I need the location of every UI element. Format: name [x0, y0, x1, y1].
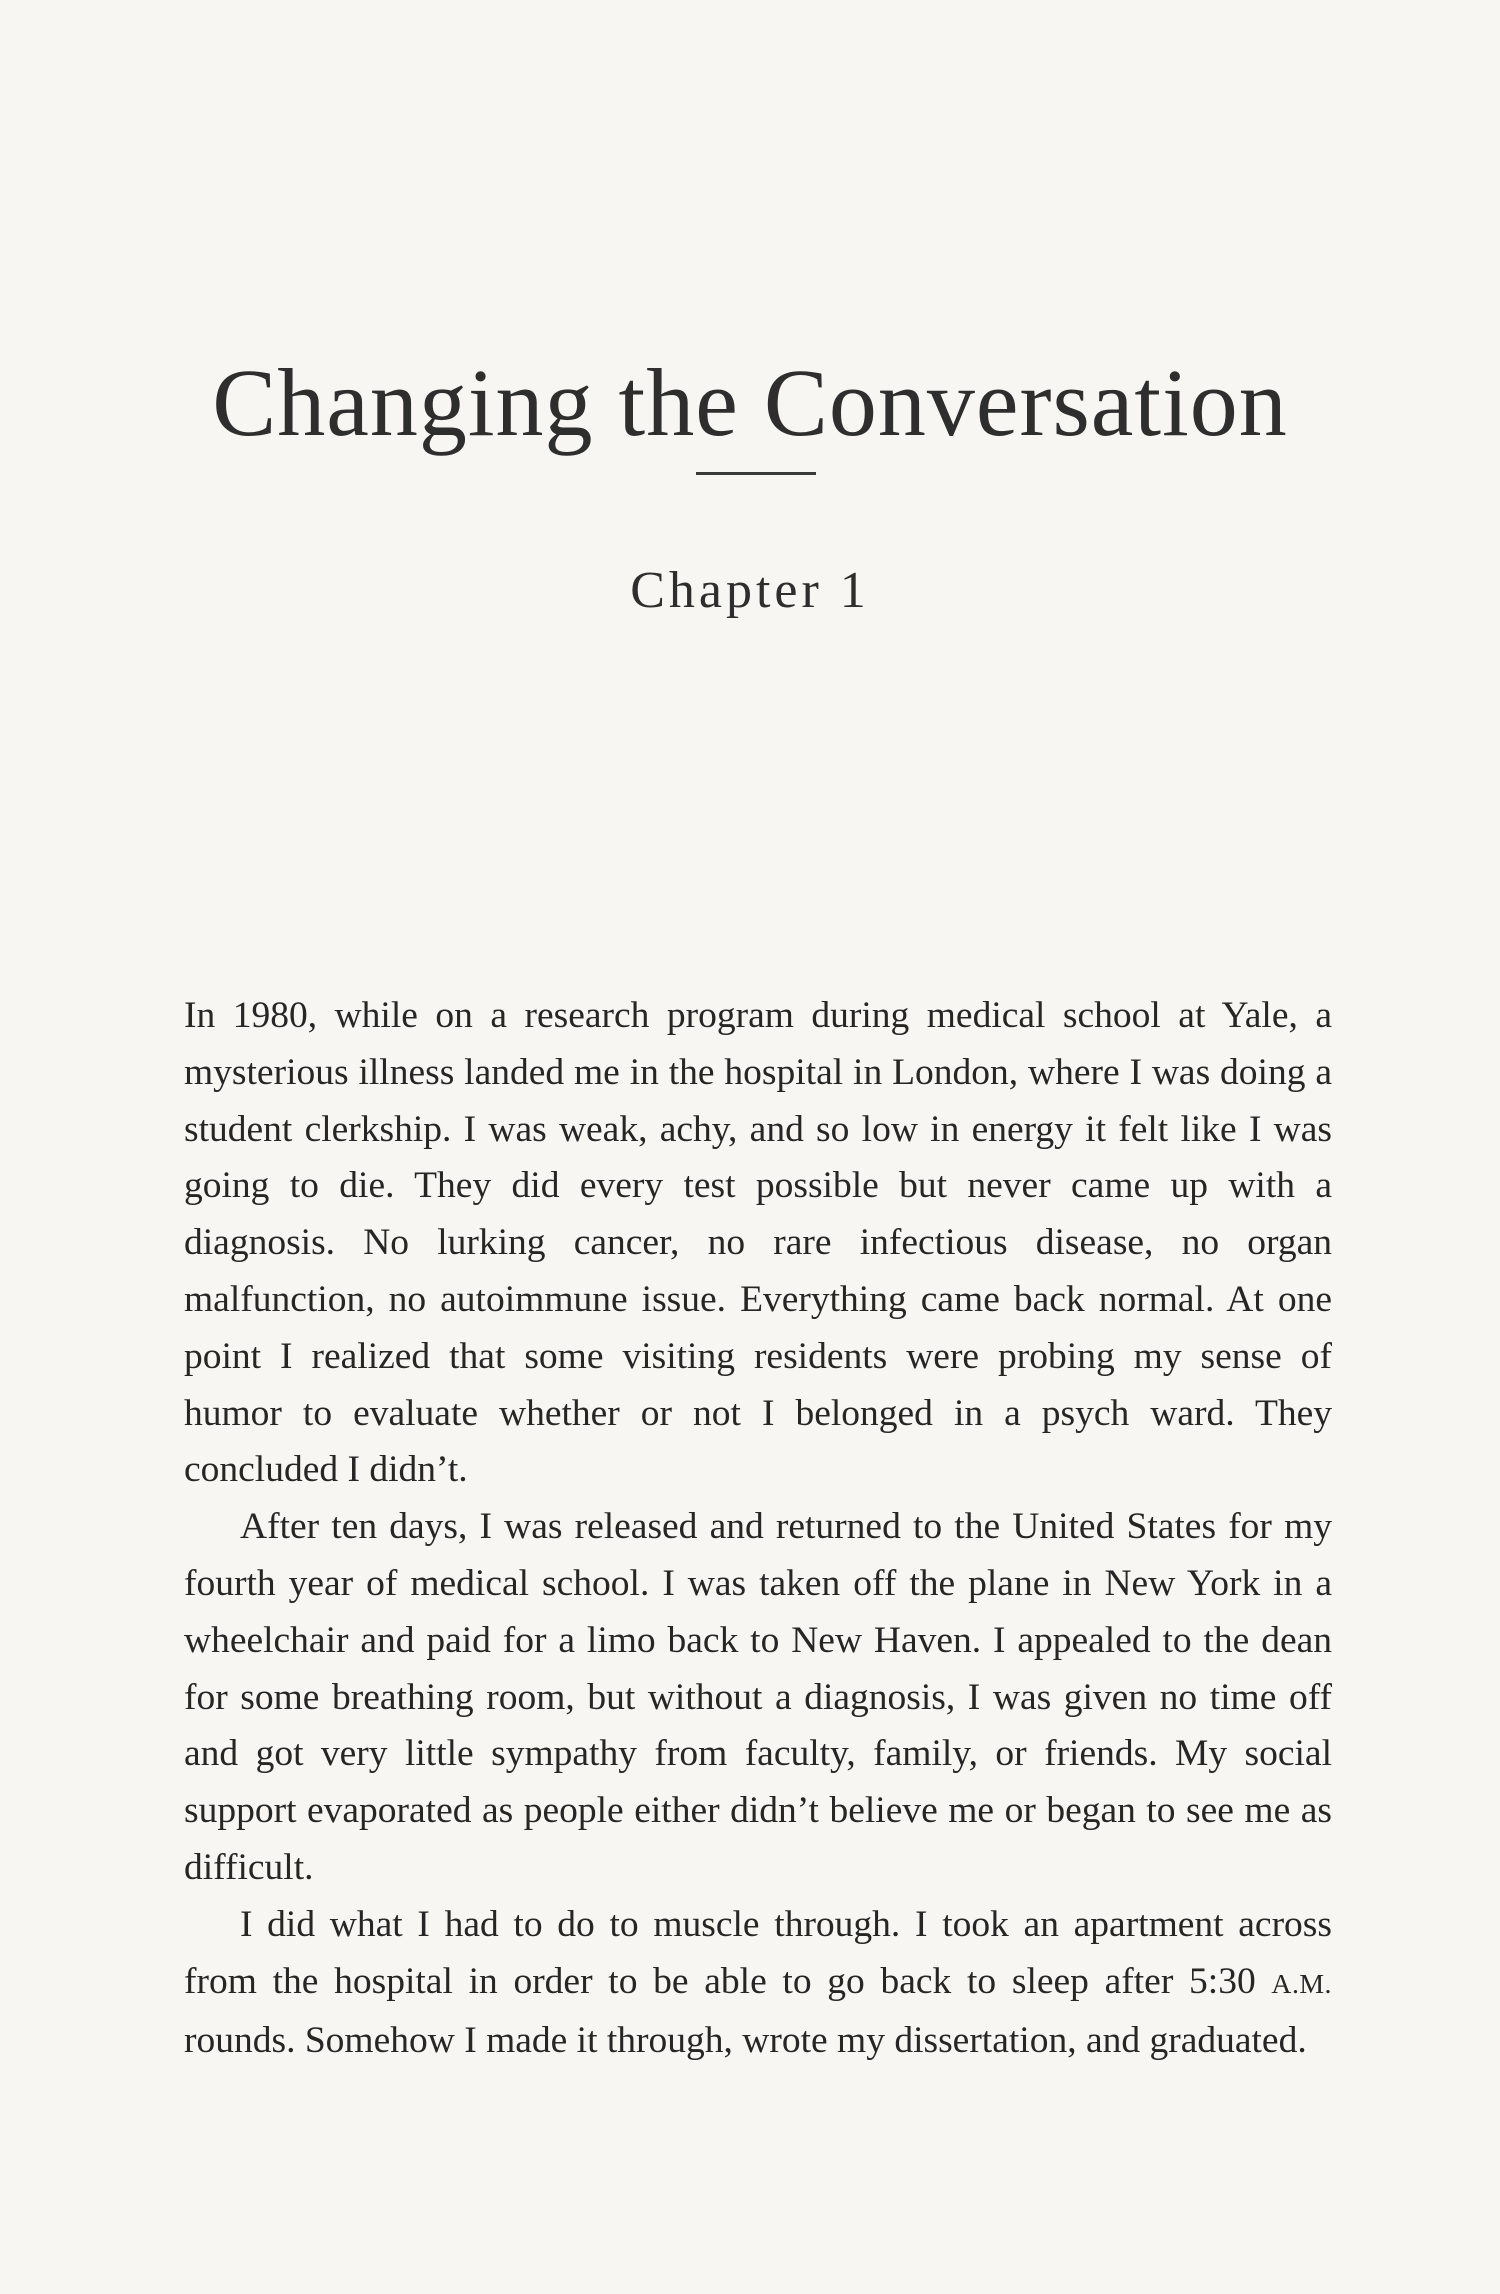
- paragraph-1: In 1980, while on a research program during medical school at Yale, a mysterious illness landed me in the hospital in London, where I was doing a student clerkship. I was weak, achy, and so low in energy it felt like I was going to die. They did every test possible but never came up with a diagnosis. No lurking cancer, no rare infectious disease, no organ malfunction, no autoimmune issue. Everything came back normal. At one point I realized that some visiting residents were probing my sense of humor to evaluate whether or not I belonged in a psych ward. They concluded I didn’t.: [184, 995, 1332, 1491]
- time-suffix: A.M.: [1271, 1968, 1332, 2000]
- chapter-label: Chapter 1: [630, 562, 870, 619]
- chapter-title: Changing the Conversation: [212, 349, 1288, 456]
- paragraph-3: [184, 1897, 1332, 2070]
- paragraph-3-text-end: rounds. Somehow I made it through, wrote my dissertation, and graduated.: [184, 2020, 1307, 2062]
- title-underline-rule: [696, 472, 816, 475]
- paragraph-2: After ten days, I was released and returned to the United States for my fourth year of medical school. I was taken off the plane in New York in a wheelchair and paid for a limo back to New Haven. I appealed to the dean for some breathing room, but without a diagnosis, I was given no time off and got very little sympathy from faculty, family, or friends. My social support evaporated as people either didn’t believe me or began to see me as difficult.: [184, 1506, 1332, 1888]
- paragraph-3-text-start: I did what I had to do to muscle through. I took an apartment across from the hospital in order to be able to go back to sleep after 5:30: [184, 1903, 1332, 2002]
- chapter-body: [184, 988, 1332, 2070]
